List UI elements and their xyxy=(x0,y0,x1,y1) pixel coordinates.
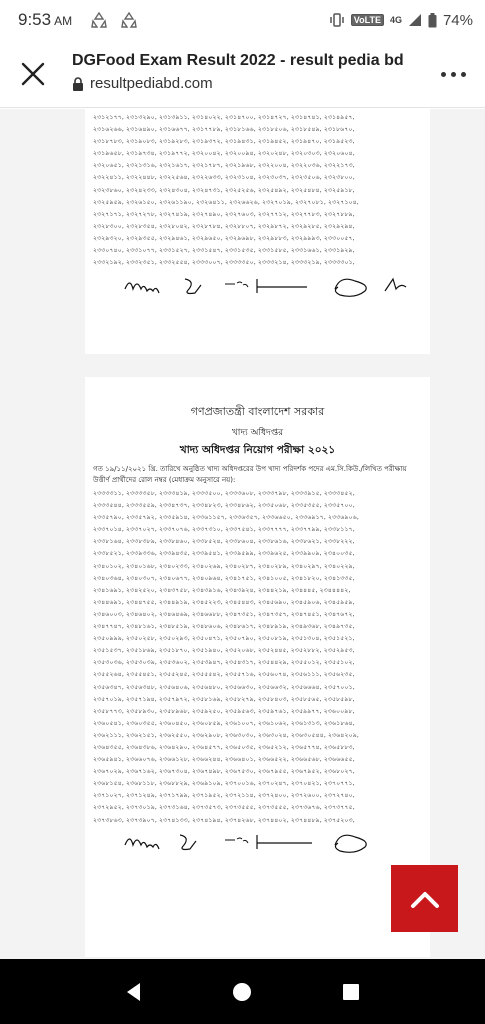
roll-number-row: ২৩৬০৫৪১, ২৩৬০৩৫৫, ২৩৬০৪৫০, ২৩৬০৮৫৯, ২৩৬১০০৭, ২৩৬১০৬২, ২৩৬১৩১৩, ২৩৬১৮৬৪, xyxy=(93,719,355,727)
roll-number-row: ২৩২৭১৭১, ২৩২৭২৭৮, ২৩২৭৪১৯, ২৩২৭৪৯০, ২৩২৭৬০৩, ২৩২৭৭১২, ২৩২৭৭৮৩, ২৩২৭৮৮৯, xyxy=(93,210,355,218)
close-icon xyxy=(17,58,49,90)
signature-row-2 xyxy=(85,827,430,859)
system-nav-bar xyxy=(0,959,485,1024)
vibrate-icon xyxy=(329,12,345,28)
status-system-icons xyxy=(329,12,473,29)
roll-number-row: ২৩৫০৯৯৯, ২৩৫০২৫৮, ২৩৫০২৯৩, ২৩৫০৪৭১, ২৩৫০৭৯০, ২৩৫০৮১৯, ২৩৫১৩০৪, ২৩৫১৫২১, xyxy=(93,635,355,643)
roll-number-list-1 xyxy=(85,112,430,269)
roll-number-row: ২৩৭১০২৭, ২৩৭১২৪৯, ২৩৭১৭৯৯, ২৩৭১৯৫২, ২৩৭২১১৪, ২৩৭২৪০০, ২৩৭২৬০০, ২৩৭২৭৪০, xyxy=(93,792,355,800)
network-type: 4G xyxy=(389,15,402,25)
roll-number-row: ২৩৬৭০২৯, ২৩৬৭১৬২, ২৩৬৭৩০৪, ২৩৬৭৪৯৮, ২৩৬৭৫৩০, ২৩৬৭৯৫৫, ২৩৬৭৯৫২, ২৩৬৮০২৭, xyxy=(93,768,355,776)
roll-number-row: ২৩৪০৩৬৪, ২৩৪০৩০৭, ২৩৪০৬৭৭, ২৩৪০৯৬৪, ২৩৪১৭৫১, ২৩৪১০০৫, ২৩৪১৮২০, ২৩৪১৩৩৫, xyxy=(93,574,355,582)
signature-image xyxy=(85,827,430,859)
roll-number-row: ২৩৩৩৫৪৪, ২৩৩৩৫৫৯, ২৩৩৪৭৩৭, ২৩৩৪৮২৩, ২৩৩৪৮৬২, ২৩৩৫০৬৮, ২৩৩৫৩৫৫, ২৩৩৫৭০০, xyxy=(93,502,355,510)
battery-icon xyxy=(428,13,437,28)
roll-number-row: ২৩৬৫৯৪১, ২৩৬৬০৭৬, ২৩৬৬১২৮, ২৩৬৬২৪৪, ২৩৬৬৪০১, ২৩৬৬৫২২, ২৩৬৬৫৬৮, ২৩৬৬৬৫৫, xyxy=(93,756,355,764)
lock-icon xyxy=(72,77,84,91)
roll-number-row: ২৩১২১৭৭, ২৩১৩২৯০, ২৩১৩৯১১, ২৩১৪০২২, ২৩১৪৭০০, ২৩১৪৭২৭, ২৩১৪৭৪১, ২৩১৪৯৫৭, xyxy=(93,114,355,121)
roll-number-row: ২৩৫৭০১৯, ২৩৫৭১৯৪, ২৩৫৭৯৭২, ২৩৫৮১৬৯, ২৩৫৮২৭৯, ২৩৫৮৪০৩, ২৩৫৮৫৬৫, ২৩৫৮৫৯৮, xyxy=(93,695,355,703)
battery-percent: 74% xyxy=(442,11,473,29)
recycle-icon xyxy=(90,11,108,29)
roll-number-row: ২৩২২৪১১, ২৩২২৪৪৮, ২৩২২৫৬৪, ২৩২২৬৩৩, ২৩২৩১০৪, ২৩২৩০৩৭, ২৩২৩৫০৬, ২৩২৩৮০০, xyxy=(93,174,355,182)
roll-number-row: ২৩৬৮১৫৪, ২৩৬৮১১৮, ২৩৬৮৮২৯, ২৩৬৯১০৯, ২৩৭০০১৬, ২৩৭০২৪৭, ২৩৭০৪২১, ২৩৭০৭৭১, xyxy=(93,780,355,788)
department-name: খাদ্য অধিদপ্তর xyxy=(231,428,284,438)
status-notification-icons xyxy=(90,11,138,29)
roll-number-row: ২৩৫৮৭৭৩, ২৩৫৮৯৩০, ২৩৫৮৯৬৮, ২৩৫৯২৫০, ২৩৫৯৫৬৩, ২৩৫৯৭৬১, ২৩৫৯৯৭৭, ২৩৬০০৯৮, xyxy=(93,707,355,715)
signature-image xyxy=(85,269,430,301)
roll-number-row: ২৩৩২১৯২, ২৩৩২৩৫১, ২৩৩২৫৫৪, ২৩৩৩০০৭, ২৩৩৩৩৫০, ২৩৩৩২১৪, ২৩৩৩২১৯, ২৩৩৩৩০১, xyxy=(93,259,355,267)
roll-number-row: ২৩৫৬৩৪৭, ২৩৫৬৩৪৮, ২৩৫৬৪০৬, ২৩৫৬৪৮০, ২৩৫৬৬৩০, ২৩৫৬৬৩২, ২৩৫৬৬৬৪, ২৩৫৭০০১, xyxy=(93,683,355,691)
roll-number-row: ২৩৩৮৫২১, ২৩৩৯৩৩৬, ২৩৩৯৪৩৫, ২৩৩৯৫৪১, ২৩৩৯৫৯৯, ২৩৩৯৬২৫, ২৩৩৯৯০৯, ২৩৪০০৩৫, xyxy=(93,550,355,558)
volte-badge: VoLTE xyxy=(351,14,384,26)
more-options-button[interactable] xyxy=(437,66,469,82)
close-button[interactable] xyxy=(17,58,49,90)
roll-number-row: ২৩৪৪৬৯১, ২৩৪৪৭৫৫, ২৩৪৪৯১৯, ২৩৪৫২২৩, ২৩৪৫৪৪৩, ২৩৪৫৬৯০, ২৩৪৫৯০৬, ২৩৪৫৯৫৯, xyxy=(93,598,355,606)
roll-number-row: ২৩১৬২৬৬, ২৩১৬৪৯০, ২৩১৬৬৭৭, ২৩১৭৭৮৯, ২৩১৮১৬৬, ২৩১৮৫০৬, ২৩১৮৫৪৯, ২৩১৮৬৭০, xyxy=(93,126,355,134)
roll-number-row: ২৩৪০১০২, ২৩৪০১৬৮, ২৩৪০২৩৩, ২৩৪০২৬৯, ২৩৪০২৮৭, ২৩৪০২৮৯, ২৩৪০২৯৭, ২৩৪০২২৯, xyxy=(93,562,355,570)
url-row xyxy=(72,75,422,92)
more-vert-icon xyxy=(441,72,466,77)
roll-number-row: ২৩৩৭০১৪, ২৩৩৭০২৭, ২৩৩৭০৭৬, ২৩৩৭৩১০, ২৩৩৭৫৪১, ২৩৩৭৭৭৭, ২৩৩৭৭৯৯, ২৩৩৮১১৭, xyxy=(93,526,355,534)
signature-row-1 xyxy=(85,269,430,301)
government-name: গণপ্রজাতন্ত্রী বাংলাদেশ সরকার xyxy=(190,405,325,418)
scroll-to-top-button[interactable] xyxy=(391,865,458,932)
roll-number-row: ২৩৩৩৩১১, ২৩৩৩৩৫৮, ২৩৩৩৪১৯, ২৩৩৩৫০০, ২৩৩৩৬০৮, ২৩৩৩৭৯৮, ২৩৩৩৯১৫, ২৩৩৩৪৫২, xyxy=(93,490,355,497)
roll-number-row: ২৩২৩৮৬০, ২৩২৪২৩৩, ২৩২৪৩০৪, ২৩২৪৭৩১, ২৩২৫২৫৬, ২৩২৫৪৯২, ২৩২৫৪৮৪, ২৩২৫৯১৮, xyxy=(93,186,355,194)
roll-number-row: ২৩৪৭৭৪৭, ২৩৪৮১৬১, ২৩৪৮৫১৯, ২৩৪৮৬০৬, ২৩৪৮৬১৭, ২৩৪৮৯১৯, ২৩৪৯৩৬৮, ২৩৪৯৭৩৫, xyxy=(93,623,355,631)
document-sheet-2 xyxy=(85,377,430,957)
roll-number-list-2 xyxy=(85,488,430,827)
roll-number-row: ২৩৩৮১৬৪, ২৩৩৮৩৮৯, ২৩৩৮৪৬০, ২৩৩৮৫২৪, ২৩৩৮৬০৪, ২৩৩৮৬১৬, ২৩৩৮৬২১, ২৩৩৮২২২, xyxy=(93,538,355,546)
roll-number-row: ২৩৪৬০০৩, ২৩৪৬৪০২, ২৩৪৬৪৬৯, ২৩৪৬৬৮৮, ২৩৪৭৩৫১, ২৩৪৭৩৫৭, ২৩৪৭৪৫১, ২৩৪৭৬৭২, xyxy=(93,610,355,618)
roll-number-row: ২৩২৫৯৫৯, ২৩২৬১৫০, ২৩২৬১১৯০, ২৩২৬৪১১, ২৩২৬৬২৬, ২৩২৭০১৯, ২৩২৭০৮১, ২৩২৭১০৪, xyxy=(93,198,359,206)
signal-icon xyxy=(408,13,422,27)
nav-recents-icon[interactable] xyxy=(339,980,363,1004)
page-title: DGFood Exam Result 2022 - result pedia bd xyxy=(72,52,404,69)
exam-title: খাদ্য অধিদপ্তর নিয়োগ পরীক্ষা ২০২১ xyxy=(179,444,336,456)
status-bar xyxy=(0,0,485,40)
roll-number-row: ২৩২৮৩০০, ২৩২৮৩৫৪, ২৩২৮০৪২, ২৩২৮৭৮৪, ২৩২৮৮০৭, ২৩২৯৮৭২, ২৩২৯২৮৫, ২৩২৯২৯৪, xyxy=(93,222,355,230)
recycle-icon xyxy=(120,11,138,29)
result-notice: গত ১৯/১১/২০২১ খ্রি. তারিখে অনুষ্ঠিত খাদ্য অধিদপ্তরের উপ খাদ্য পরিদর্শক পদের এম.সি.কিউ./লিখিত পরীক্ষায় উত্তীর্ণ প্রার্থীদের রোল নম্বর (মেধাক্রম অনুসারে নয়): xyxy=(93,465,407,484)
roll-number-row: ২৩২০৬৫১, ২৩২১৩১৬, ২৩২১৬১৭, ২৩২১৭৮৭, ২৩২১৯৬৮, ২৩২২০০৪, ২৩২২০৩৬, ২৩২২১৭৩, xyxy=(93,162,355,170)
roll-number-row: ২৩৭২৯৫২, ২৩৭৩০১৯, ২৩৭৩১৬৪, ২৩৭৩৫৭৩, ২৩৭৩৫৫৫, ২৩৭৩৫৫৫, ২৩৭৩৬৭৬, ২৩৭৩৭৭৫, xyxy=(93,804,355,812)
roll-number-row: ২৩৫৫২৬৪, ২৩৫৫৪৫১, ২৩৫৫২৪৫, ২৩৫৫৫৪২, ২৩৫৫৭১৬, ২৩৫৬০৭৪, ২৩৫৬১১১, ২৩৫৬২৩৫, xyxy=(93,671,355,679)
roll-number-row: ২৩৩৫৭৯০, ২৩৩৫৭৯২, ২৩৩৫৯১৪, ২৩৩৬১১৫৭, ২৩৩৬৩৫৭, ২৩৩৬৬৫০, ২৩৩৬৯১৭, ২৩৩৬৯০৬, xyxy=(93,514,359,522)
document-header xyxy=(85,377,430,460)
roll-number-row: ২৩১৯৬৫৮, ২৩১৯৭৩৪, ২৩১৯৭৭২, ২৩২০০৪২, ২৩২০০৯৪, ২৩২০২৪৮, ২৩২০৩০৩, ২৩২০৬০৪, xyxy=(93,150,355,158)
roll-number-row: ২৩৭৩৮৬৩, ২৩৭৩৯০৭, ২৩৭৪১৩৩, ২৩৭৪১৯৪, ২৩৭৪২৬৮, ২৩৭৪৪০২, ২৩৭৪৪৮৯, ২৩৭৫২০৩, xyxy=(93,816,355,824)
roll-number-row: ২৩৬২১১১, ২৩৬২১৫১, ২৩৬২৫৫০, ২৩৬২৯০৮, ২৩৬৩০৩০, ২৩৬৩০২৪, ২৩৬৩০৫৪৪, ২৩৬৪২০৯, xyxy=(93,731,359,739)
chevron-up-icon xyxy=(410,889,440,909)
document-sheet-1 xyxy=(85,109,430,354)
roll-number-row: ২৩১৮৭৮৩, ২৩১৯০৮৩, ২৩১৯২৮৩, ২৩১৯৩৭২, ২৩১৯৪৩১, ২৩১৯৪৫২, ২৩১৯৪৭০, ২৩১৯৫২৩, xyxy=(93,138,355,146)
page-content[interactable] xyxy=(0,109,485,959)
roll-number-row: ২৩৪১৬৯১, ২৩৪২৫২০, ২৩৪৩৭৫৮, ২৩৪৩৯১৬, ২৩৪৩৯২৪, ২৩৪৪২১৯, ২৩৪৪৪৫, ২৩৪৪৪৪২, xyxy=(93,586,351,594)
roll-number-row: ২৩২৯৩২০, ২৩২৯৩৫৫, ২৩২৯৪৬১, ২৩২৯৬৫০, ২৩২৯৬৯৮, ২৩২৯৮৮৩, ২৩২৯৯৯৩, ২৩৩০০৫৭, xyxy=(93,234,355,242)
roll-number-row: ২৩৩০৭৪০, ২৩৩১০৭৭, ২৩৩১৫২৭, ২৩৩১৫৪৭, ২৩৩১৫৩৫, ২৩৩১৫৮৫, ২৩৩১৬৬১, ২৩৩১৯২৯, xyxy=(93,247,355,255)
custom-tab-header xyxy=(0,40,485,108)
nav-home-icon[interactable] xyxy=(230,980,254,1004)
roll-number-row: ২৩৫৩০৩৬, ২৩৫৩০৩৯, ২৩৫৩৬০২, ২৩৫৩৯৪৭, ২৩৫৪৩১৭, ২৩৫৪৪২৯, ২৩৫৫০১২, ২৩৫৫১০২, xyxy=(93,659,355,667)
status-time: 9:53 AM xyxy=(18,10,73,29)
title-block[interactable] xyxy=(72,52,422,92)
nav-back-icon[interactable] xyxy=(122,980,146,1004)
roll-number-row: ২৩৫১৫৩৭, ২৩৫১৮৬৯, ২৩৫১৮৭০, ২৩৫১৯৪০, ২৩৫২০৬৮, ২৩৫২৪৪৫, ২৩৫২৮৮২, ২৩৫২৯৫৩, xyxy=(93,647,355,655)
url-text: resultpediabd.com xyxy=(90,75,213,92)
roll-number-row: ২৩৬৪৩৫৫, ২৩৬৪৩৮৬, ২৩৬৪২৯০, ২৩৬৪৫৭৭, ২৩৬৫০৩৫, ২৩৬৫২১২, ২৩৬৫৭৭৪, ২৩৬৫৮৮৩, xyxy=(93,743,355,751)
